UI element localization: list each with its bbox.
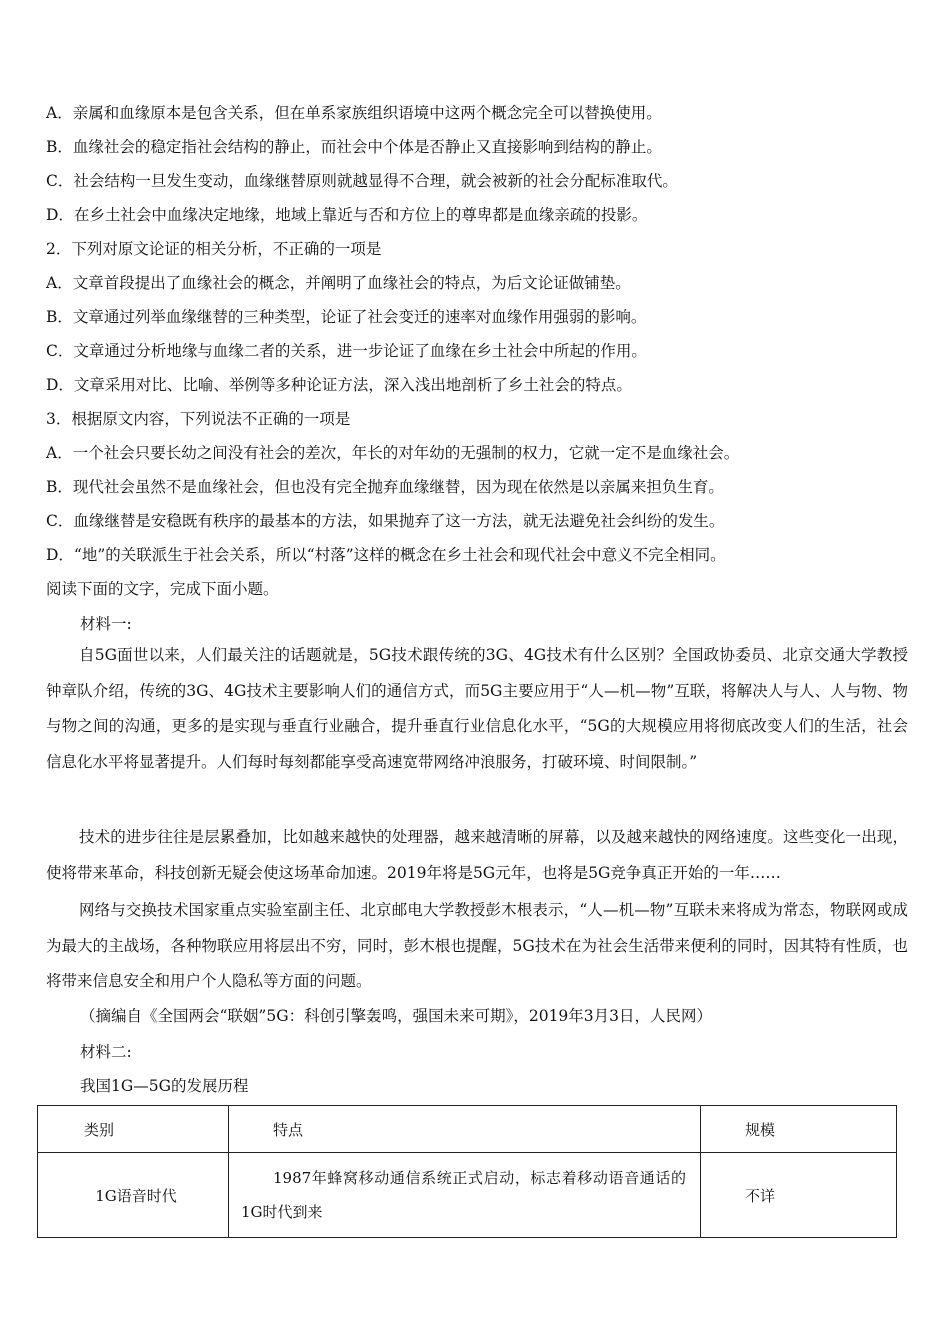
q1-option-b: B．血缘社会的稳定指社会结构的静止，而社会中个体是否静止又直接影响到结构的静止。 [46, 138, 662, 156]
q3-stem: 3．根据原文内容，下列说法不正确的一项是 [46, 410, 351, 428]
table-header-feature: 特点 [229, 1106, 701, 1153]
table-title: 我国1G—5G的发展历程 [80, 1077, 249, 1095]
q1-option-a: A．亲属和血缘原本是包含关系，但在单系家族组织语境中这两个概念完全可以替换使用。 [46, 104, 662, 122]
q2-option-a: A．文章首段提出了血缘社会的概念，并阐明了血缘社会的特点，为后文论证做铺垫。 [46, 274, 631, 292]
q1-option-d: D．在乡土社会中血缘决定地缘，地域上靠近与否和方位上的尊卑都是血缘亲疏的投影。 [46, 206, 648, 224]
table-header-category: 类别 [38, 1106, 229, 1153]
table-cell-feature-text: 1987年蜂窝移动通信系统正式启动，标志着移动语音通话的1G时代到来 [241, 1169, 686, 1221]
q3-option-d: D．“地”的关联派生于社会关系，所以“村落”这样的概念在乡土社会和现代社会中意义不完全相同。 [46, 546, 726, 564]
q3-option-b: B．现代社会虽然不是血缘社会，但也没有完全抛弃血缘继替，因为现在依然是以亲属来担负生育。 [46, 478, 724, 496]
material1-label: 材料一: [80, 615, 132, 633]
q2-stem: 2．下列对原文论证的相关分析，不正确的一项是 [46, 240, 382, 258]
material1-paragraph-3: 网络与交换技术国家重点实验室副主任、北京邮电大学教授彭木根表示，“人—机—物”互联未来将成为常态，物联网或成为最大的主战场，各种物联应用将层出不穷，同时，彭木根也提醒，5G技术在为社会生活带来便利的同时，因其特有性质，也将带来信息安全和用户个人隐私等方面的问题。 [46, 901, 908, 990]
table-cell-feature [229, 1153, 701, 1238]
q2-option-b: B．文章通过列举血缘继替的三种类型，论证了社会变迁的速率对血缘作用强弱的影响。 [46, 308, 647, 326]
q3-option-c: C．血缘继替是安稳既有秩序的最基本的方法，如果抛弃了这一方法，就无法避免社会纠纷的发生。 [46, 512, 725, 530]
q2-option-d: D．文章采用对比、比喻、举例等多种论证方法，深入浅出地剖析了乡土社会的特点。 [46, 376, 632, 394]
q3-option-a: A．一个社会只要长幼之间没有社会的差次，年长的对年幼的无强制的权力，它就一定不是血缘社会。 [46, 444, 740, 462]
table-cell-category: 1G语音时代 [38, 1153, 229, 1238]
material1-paragraph-2: 技术的进步往往是层累叠加，比如越来越快的处理器，越来越清晰的屏幕，以及越来越快的网络速度。这些变化一出现，使将带来革命，科技创新无疑会使这场革命加速。2019年将是5G元年，也将是5G竞争真正开始的一年…… [46, 828, 908, 882]
table-row [38, 1153, 897, 1238]
material2-label: 材料二: [80, 1043, 132, 1061]
q2-option-c: C．文章通过分析地缘与血缘二者的关系，进一步论证了血缘在乡土社会中所起的作用。 [46, 342, 647, 360]
q1-option-c: C．社会结构一旦发生变动，血缘继替原则就越显得不合理，就会被新的社会分配标准取代。 [46, 172, 678, 190]
material1-source: （摘编自《全国两会“联姻”5G：科创引擎轰鸣，强国未来可期》，2019年3月3日，人民网） [80, 1007, 713, 1025]
development-table [37, 1105, 897, 1238]
table-cell-scale: 不详 [701, 1153, 897, 1238]
table-header-scale: 规模 [701, 1106, 897, 1153]
reading-instruction: 阅读下面的文字，完成下面小题。 [46, 580, 279, 598]
table-header-row [38, 1106, 897, 1153]
material1-paragraph-1: 自5G面世以来，人们最关注的话题就是，5G技术跟传统的3G、4G技术有什么区别？全国政协委员、北京交通大学教授钟章队介绍，传统的3G、4G技术主要影响人们的通信方式，而5G主要应用于“人—机—物”互联，将解决人与人、人与物、物与物之间的沟通，更多的是实现与垂直行业融合，提升垂直行业信息化水平，“5G的大规模应用将彻底改变人们的生活，社会信息化水平将显著提升。人们每时每刻都能享受高速宽带网络冲浪服务，打破环境、时间限制。” [46, 646, 908, 771]
